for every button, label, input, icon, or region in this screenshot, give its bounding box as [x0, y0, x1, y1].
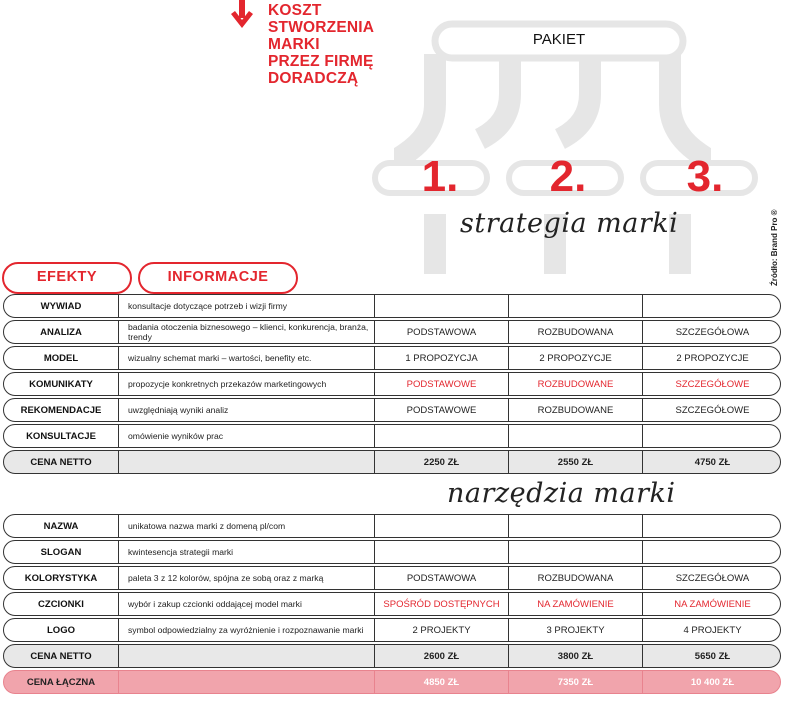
package-1-value: 2 PROJEKTY	[374, 619, 508, 641]
title-line: MARKI	[268, 36, 320, 53]
package-2-value: 2550 ZŁ	[508, 451, 642, 473]
row-name: REKOMENDACJE	[20, 404, 102, 416]
title-line: PRZEZ FIRMĘ	[268, 53, 374, 70]
package-1-value: PODSTAWOWA	[374, 321, 508, 343]
row-description: wizualny schemat marki – wartości, benefity etc.	[118, 347, 374, 369]
table-row	[3, 592, 781, 616]
package-1-value	[374, 541, 508, 563]
package-2-value: ROZBUDOWANE	[508, 399, 642, 421]
row-name: CENA NETTO	[30, 650, 92, 662]
title-line: KOSZT	[268, 2, 322, 19]
row-description	[118, 645, 374, 667]
row-name: CENA NETTO	[30, 456, 92, 468]
package-3-value: NA ZAMÓWIENIE	[642, 593, 781, 615]
row-description: wybór i zakup czcionki oddającej model marki	[118, 593, 374, 615]
tab-efekty[interactable]: EFEKTY	[2, 262, 132, 294]
package-2-value: 3800 ZŁ	[508, 645, 642, 667]
package-1-value	[374, 515, 508, 537]
package-label: PAKIET	[532, 31, 586, 48]
table-row	[3, 450, 781, 474]
package-3-value: SZCZEGÓŁOWA	[642, 567, 781, 589]
table-row	[3, 670, 781, 694]
package-number-2: 2.	[549, 152, 587, 201]
package-3-value: SZCZEGÓŁOWE	[642, 373, 781, 395]
package-1-value	[374, 295, 508, 317]
package-2-value	[508, 515, 642, 537]
title-line: STWORZENIA	[268, 19, 375, 36]
package-number-1: 1.	[421, 152, 459, 201]
package-1-value: 2600 ZŁ	[374, 645, 508, 667]
row-name: CENA ŁĄCZNA	[26, 676, 96, 688]
package-2-value: NA ZAMÓWIENIE	[508, 593, 642, 615]
package-3-value: 2 PROPOZYCJE	[642, 347, 781, 369]
table-row	[3, 294, 781, 318]
strategy-section-title: strategia marki	[460, 208, 679, 239]
row-name: KONSULTACJE	[26, 430, 96, 442]
package-number-3: 3.	[686, 152, 724, 201]
package-3-value: 4 PROJEKTY	[642, 619, 781, 641]
package-2-value: ROZBUDOWANE	[508, 373, 642, 395]
package-2-value	[508, 425, 642, 447]
row-description: uwzględniają wyniki analiz	[118, 399, 374, 421]
arrow-down-icon	[229, 0, 255, 30]
package-3-value: SZCZEGÓŁOWA	[642, 321, 781, 343]
row-name: KOLORYSTYKA	[24, 572, 98, 584]
package-3-value: 4750 ZŁ	[642, 451, 781, 473]
package-3-value: SZCZEGÓŁOWE	[642, 399, 781, 421]
row-name: KOMUNIKATY	[29, 378, 93, 390]
source-note	[770, 186, 784, 296]
row-description	[118, 451, 374, 473]
package-3-value: 5650 ZŁ	[642, 645, 781, 667]
source-note-text: Źródło: Brand Pro ®	[770, 209, 779, 286]
row-description: konsultacje dotyczące potrzeb i wizji firmy	[118, 295, 374, 317]
row-description	[118, 671, 374, 693]
row-name: SLOGAN	[40, 546, 82, 558]
package-1-value: PODSTAWOWE	[374, 399, 508, 421]
table-row	[3, 424, 781, 448]
package-3-value	[642, 295, 781, 317]
row-description: propozycje konkretnych przekazów marketingowych	[118, 373, 374, 395]
package-3-value	[642, 541, 781, 563]
package-1-value: 2250 ZŁ	[374, 451, 508, 473]
table-row	[3, 346, 781, 370]
package-1-value: PODSTAWOWA	[374, 567, 508, 589]
package-1-value: 4850 ZŁ	[374, 671, 508, 693]
table-row	[3, 566, 781, 590]
row-description: omówienie wyników prac	[118, 425, 374, 447]
package-1-value	[374, 425, 508, 447]
row-name: NAZWA	[43, 520, 79, 532]
row-description: badania otoczenia biznesowego – klienci, konkurencja, branża, trendy	[118, 321, 374, 343]
package-2-value: 7350 ZŁ	[508, 671, 642, 693]
package-1-value: PODSTAWOWE	[374, 373, 508, 395]
package-1-value: SPOŚRÓD DOSTĘPNYCH	[374, 593, 508, 615]
table-row	[3, 372, 781, 396]
title-line: DORADCZĄ	[268, 70, 359, 87]
table-row	[3, 540, 781, 564]
row-description: unikatowa nazwa marki z domeną pl/com	[118, 515, 374, 537]
row-name: MODEL	[43, 352, 79, 364]
table-row	[3, 618, 781, 642]
row-description: paleta 3 z 12 kolorów, spójna ze sobą oraz z marką	[118, 567, 374, 589]
package-2-value: ROZBUDOWANA	[508, 567, 642, 589]
package-2-value	[508, 541, 642, 563]
package-2-value: 3 PROJEKTY	[508, 619, 642, 641]
package-3-value: 10 400 ZŁ	[642, 671, 781, 693]
table-row	[3, 644, 781, 668]
row-name: WYWIAD	[40, 300, 82, 312]
package-2-value	[508, 295, 642, 317]
table-row	[3, 398, 781, 422]
package-3-value	[642, 425, 781, 447]
tools-section-title: narzędzia marki	[447, 478, 676, 509]
row-name: LOGO	[47, 624, 75, 636]
row-name: CZCIONKI	[38, 598, 84, 610]
row-name: ANALIZA	[40, 326, 82, 338]
table-row	[3, 514, 781, 538]
table-row	[3, 320, 781, 344]
row-description: symbol odpowiedzialny za wyróżnienie i rozpoznawanie marki	[118, 619, 374, 641]
package-2-value: 2 PROPOZYCJE	[508, 347, 642, 369]
row-description: kwintesencja strategii marki	[118, 541, 374, 563]
package-3-value	[642, 515, 781, 537]
tab-informacje[interactable]: INFORMACJE	[138, 262, 298, 294]
package-1-value: 1 PROPOZYCJA	[374, 347, 508, 369]
package-2-value: ROZBUDOWANA	[508, 321, 642, 343]
